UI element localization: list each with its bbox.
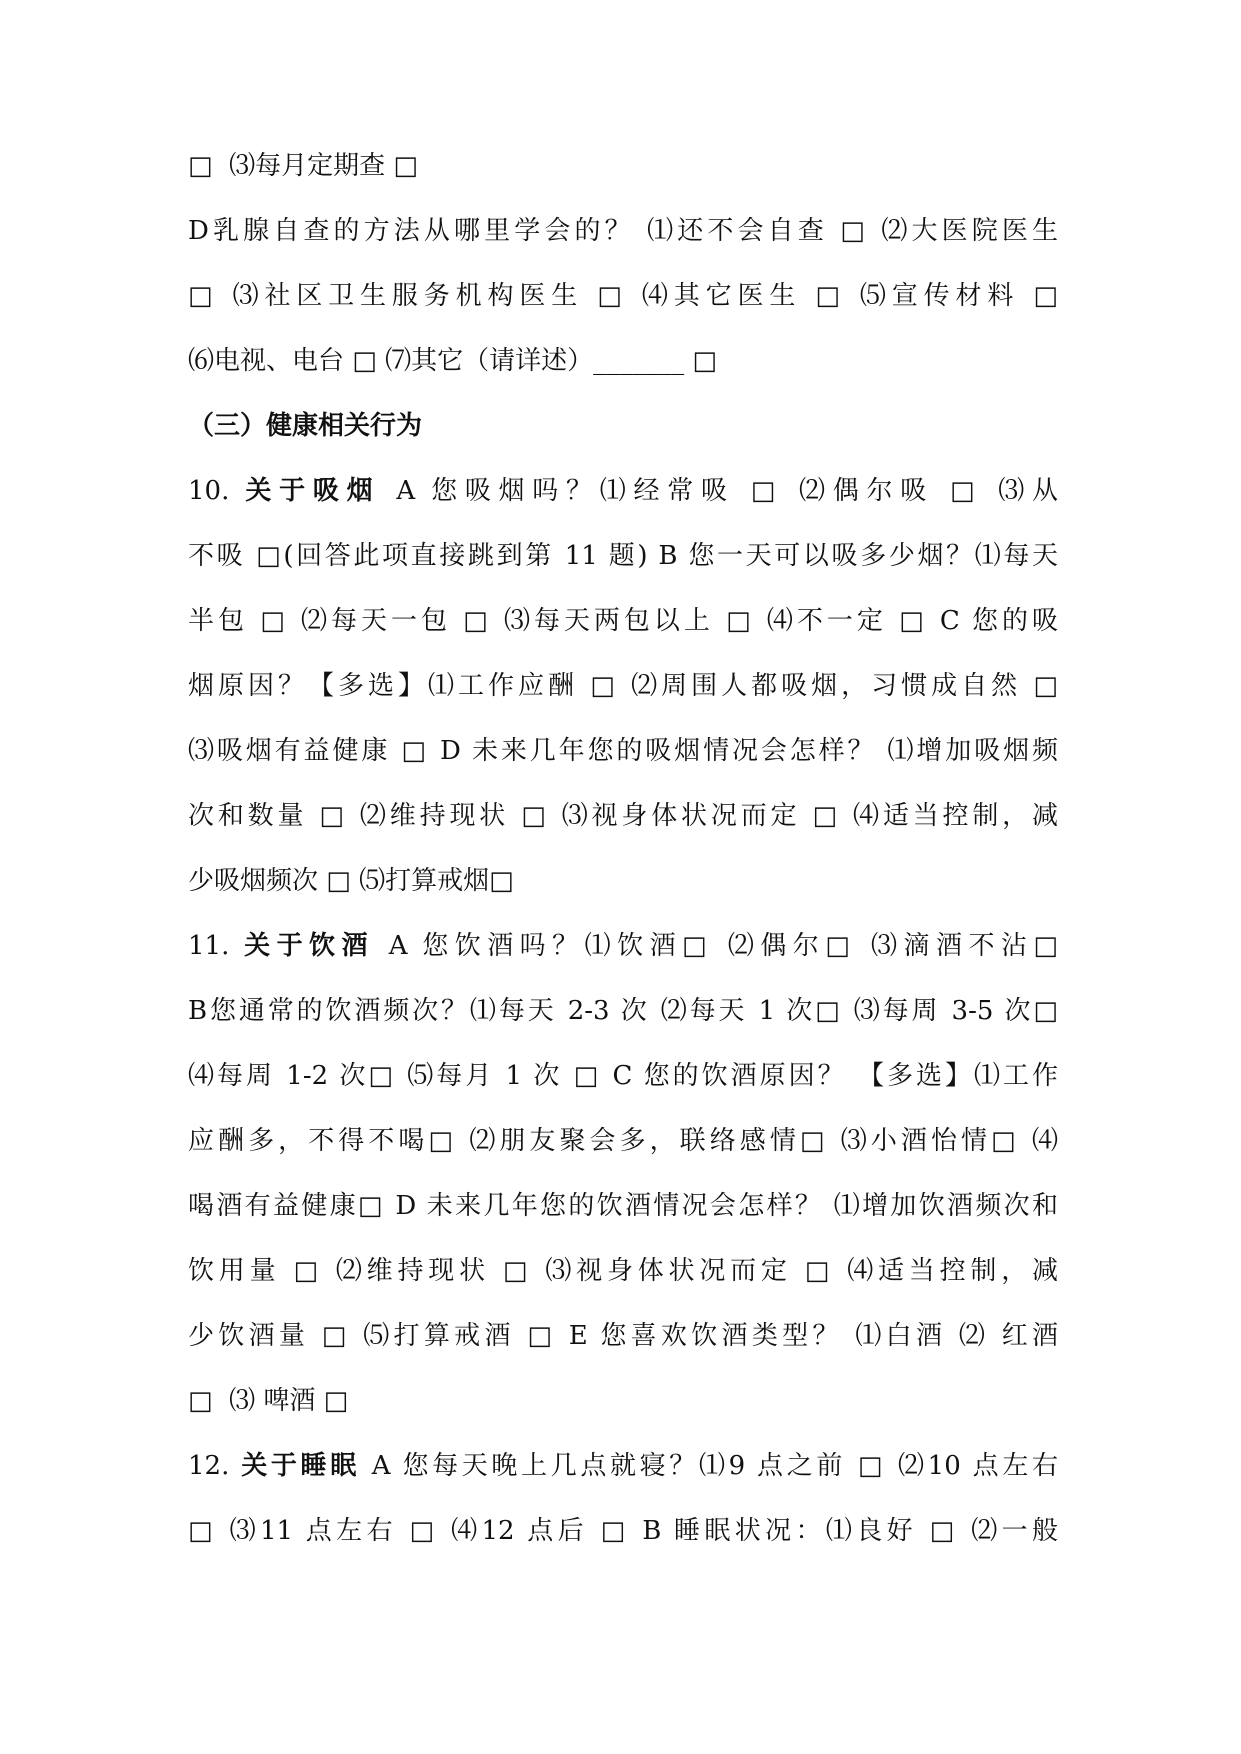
question-12-line [188,1446,1058,1511]
question-number: 10. [188,476,246,506]
question-title: 关于饮酒 [244,931,374,961]
text-line: 少饮酒量 □ ⑸打算戒酒 □ E 您喜欢饮酒类型？ ⑴白酒 ⑵ 红酒 [188,1321,1058,1351]
question-number: 12. [188,1451,242,1481]
question-text: A 您每天晚上几点就寝？⑴9 点之前 □ ⑵10 点左右 [359,1451,1058,1481]
text-line: □ ⑶11 点左右 □ ⑷12 点后 □ B 睡眠状况：⑴良好 □ ⑵一般 [188,1516,1058,1546]
text-line: 少吸烟频次 □ ⑸打算戒烟□ [188,866,514,896]
text-line: D乳腺自查的方法从哪里学会的？ ⑴还不会自查 □ ⑵大医院医生 [188,216,1058,246]
question-title: 关于吸烟 [245,476,381,506]
text-line: ⑶吸烟有益健康 □ D 未来几年您的吸烟情况会怎样？ ⑴增加吸烟频 [188,736,1058,766]
text-line: 喝酒有益健康□ D 未来几年您的饮酒情况会怎样？ ⑴增加饮酒频次和 [188,1191,1058,1221]
text-line: □ ⑶ 啤酒 □ [188,1386,349,1416]
section-heading: （三）健康相关行为 [188,411,423,441]
text-line: □ ⑶社区卫生服务机构医生 □ ⑷其它医生 □ ⑸宣传材料 □ [188,281,1058,311]
question-title: 关于睡眠 [241,1451,360,1481]
question-number: 11. [188,931,245,961]
text-line: 半包 □ ⑵每天一包 □ ⑶每天两包以上 □ ⑷不一定 □ C 您的吸 [188,606,1058,636]
text-line: 烟原因？【多选】⑴工作应酬 □ ⑵周围人都吸烟，习惯成自然 □ [188,671,1058,701]
text-line: 不吸 □(回答此项直接跳到第 11 题) B 您一天可以吸多少烟？⑴每天 [188,541,1058,571]
question-text: A 您吸烟吗？⑴经常吸 □ ⑵偶尔吸 □ ⑶从 [380,476,1058,506]
text-line: □ ⑶每月定期查 □ [188,151,418,181]
question-10-line [188,471,1058,536]
text-line: 次和数量 □ ⑵维持现状 □ ⑶视身体状况而定 □ ⑷适当控制，减 [188,801,1058,831]
text-line: 饮用量 □ ⑵维持现状 □ ⑶视身体状况而定 □ ⑷适当控制，减 [188,1256,1058,1286]
text-line: ⑷每周 1-2 次□ ⑸每月 1 次 □ C 您的饮酒原因？ 【多选】⑴工作 [188,1061,1058,1091]
text-line: 应酬多，不得不喝□ ⑵朋友聚会多，联络感情□ ⑶小酒怡情□ ⑷ [188,1126,1058,1156]
question-text: A 您饮酒吗？⑴饮酒□ ⑵偶尔□ ⑶滴酒不沾□ [374,931,1058,961]
document-page [188,146,1058,1576]
text-line: ⑹电视、电台 □ ⑺其它（请详述）_______ □ [188,346,717,376]
question-11-line [188,926,1058,991]
text-line: B您通常的饮酒频次？⑴每天 2-3 次 ⑵每天 1 次□ ⑶每周 3-5 次□ [188,996,1058,1026]
